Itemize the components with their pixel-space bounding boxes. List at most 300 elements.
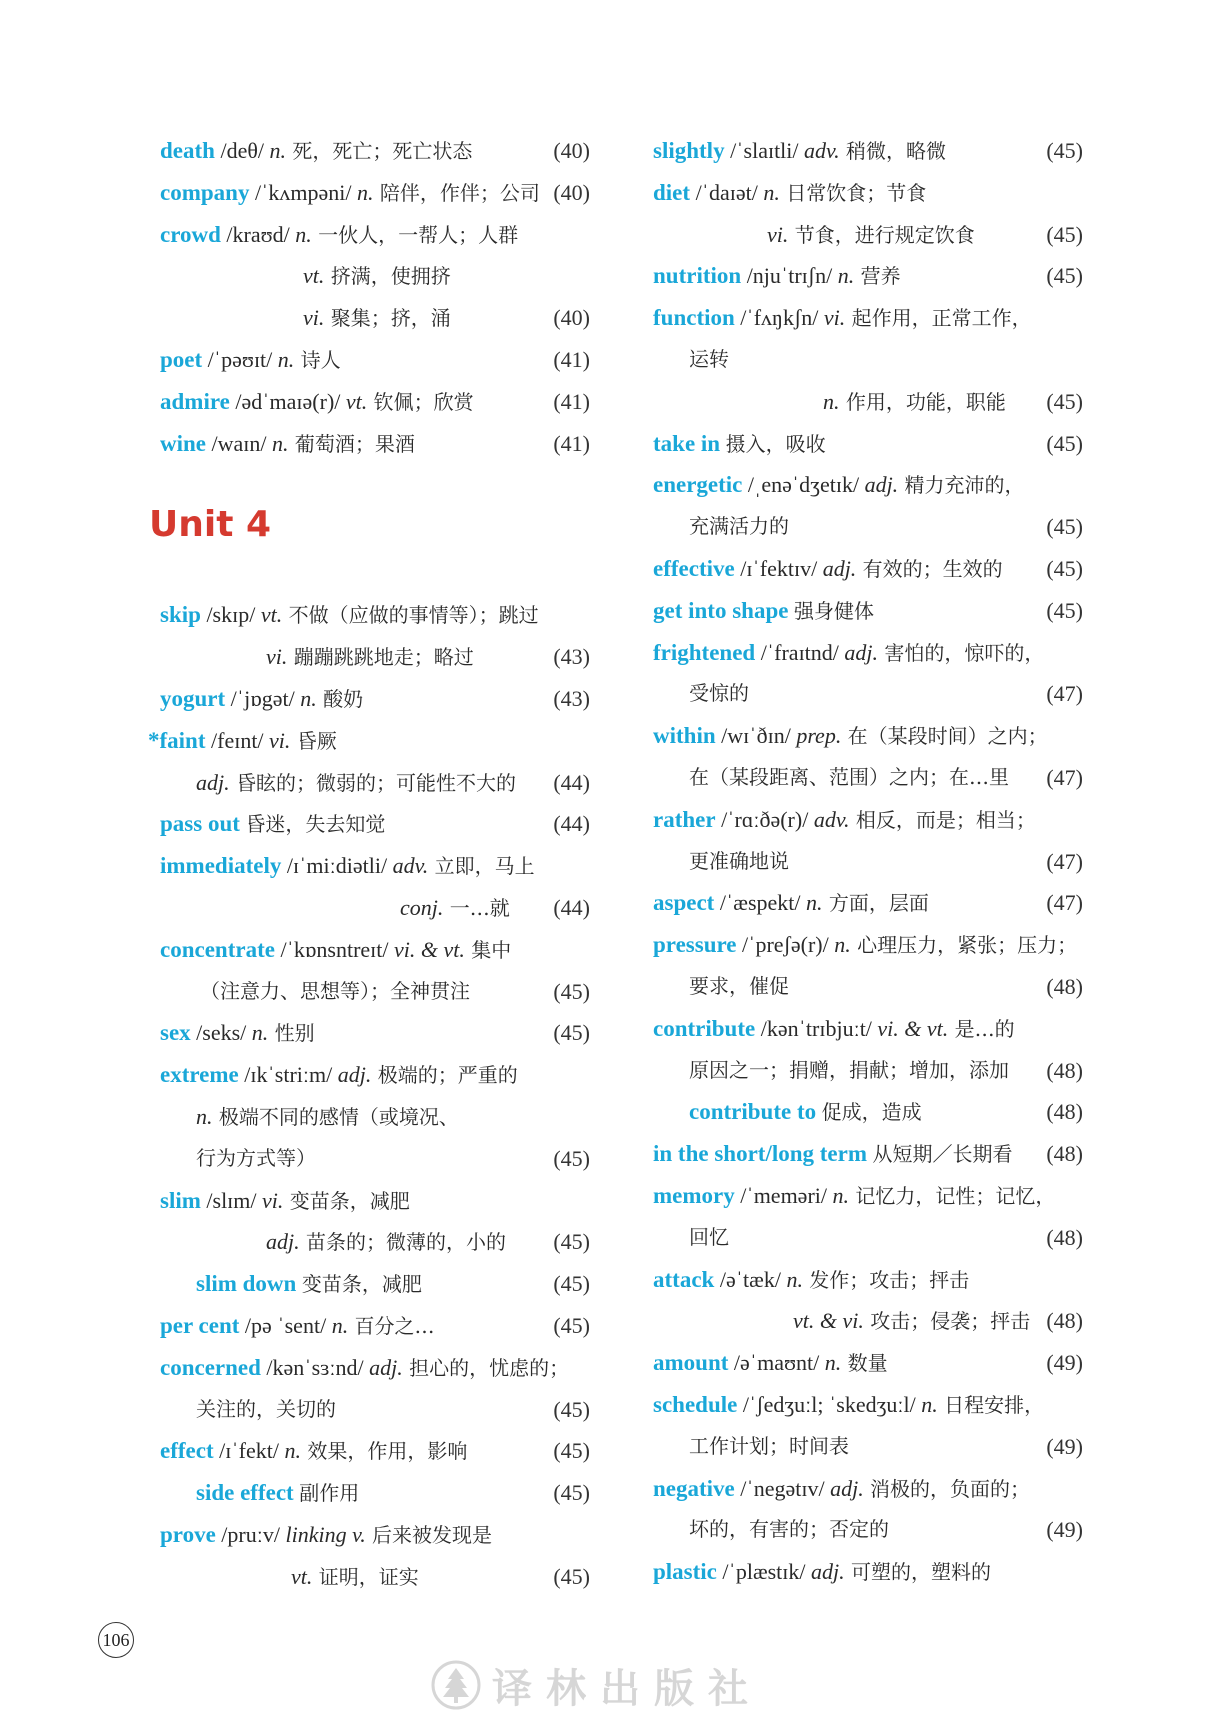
vocab-definition: 百分之… bbox=[348, 1313, 435, 1338]
vocab-line bbox=[653, 1008, 1083, 1050]
vocab-word: amount bbox=[653, 1350, 729, 1376]
vocab-definition: 昏眩的；微弱的；可能性不大的 bbox=[229, 770, 516, 795]
vocab-word: contribute to bbox=[689, 1099, 817, 1125]
vocab-phonetic: /ˈpreʃə(r)/ bbox=[736, 932, 835, 958]
vocab-definition: 变苗条，减肥 bbox=[301, 1272, 422, 1297]
vocab-text bbox=[160, 423, 415, 466]
vocab-line bbox=[160, 1263, 590, 1305]
vocab-text bbox=[160, 1305, 435, 1348]
vocab-text bbox=[266, 636, 474, 679]
vocab-page-ref: (45) bbox=[553, 1145, 590, 1171]
vocab-line bbox=[160, 297, 590, 339]
vocab-definition: 工作计划；时间表 bbox=[689, 1433, 849, 1458]
vocab-definition: 在（某段距离、范围）之内；在…里 bbox=[689, 764, 1009, 789]
vocab-pos: vi. bbox=[303, 305, 325, 331]
vocab-pos: adj. bbox=[196, 769, 230, 795]
vocab-text bbox=[653, 799, 1036, 842]
vocab-word: extreme bbox=[160, 1062, 239, 1088]
vocab-pos: n. bbox=[295, 221, 312, 247]
vocab-phonetic: /ɪˈmiːdiətli/ bbox=[281, 853, 393, 879]
publisher-name: 译林出版社 bbox=[492, 1664, 762, 1712]
vocab-text bbox=[653, 715, 1048, 758]
vocab-word: side effect bbox=[196, 1480, 294, 1506]
vocab-page-ref: (45) bbox=[553, 1438, 590, 1464]
vocab-phonetic: /ˈnegətɪv/ bbox=[734, 1475, 831, 1501]
vocab-pos: adj. bbox=[864, 472, 899, 498]
vocab-word: immediately bbox=[160, 853, 282, 879]
vocab-phonetic: /ˌenəˈdʒetɪk/ bbox=[742, 472, 865, 498]
vocab-line bbox=[653, 1342, 1083, 1384]
vocab-definition: 后来被发现是 bbox=[365, 1522, 493, 1547]
vocab-definition: 关注的，关切的 bbox=[196, 1396, 336, 1421]
vocab-definition: 记忆力，记性；记忆， bbox=[849, 1183, 1056, 1208]
vocab-pos: adv. bbox=[392, 853, 429, 879]
vocab-text bbox=[653, 882, 929, 925]
vocab-line bbox=[653, 882, 1083, 924]
vocab-page-ref: (41) bbox=[553, 430, 590, 456]
vocab-word: poet bbox=[160, 346, 203, 372]
vocab-definition: 强身健体 bbox=[793, 598, 874, 623]
vocab-page-ref: (45) bbox=[553, 1229, 590, 1255]
vocab-definition: 一…就 bbox=[443, 895, 510, 920]
vocab-definition: 可塑的，塑料的 bbox=[844, 1560, 991, 1585]
vocab-pos: n. bbox=[921, 1391, 938, 1417]
vocab-text bbox=[196, 1472, 359, 1515]
vocab-word: slim bbox=[160, 1187, 201, 1213]
vocab-text bbox=[689, 1426, 849, 1468]
vocab-page-ref: (49) bbox=[1046, 1517, 1083, 1543]
vocab-pos: n. bbox=[196, 1103, 213, 1129]
vocab-line bbox=[653, 1217, 1083, 1259]
vocab-text bbox=[689, 506, 789, 548]
vocab-text bbox=[653, 590, 874, 633]
vocab-pos: adj. bbox=[830, 1475, 864, 1501]
vocab-line bbox=[160, 887, 590, 929]
vocab-pos: adj. bbox=[844, 639, 879, 665]
vocab-pos: n. bbox=[251, 1020, 269, 1046]
vocab-phonetic: /deθ/ bbox=[214, 138, 270, 163]
vocab-page-ref: (41) bbox=[553, 388, 590, 414]
vocab-text bbox=[196, 1389, 336, 1431]
vocab-line bbox=[160, 423, 590, 465]
vocab-phonetic: /ˈpəʊɪt/ bbox=[202, 346, 278, 372]
vocab-phonetic: /kənˈtrɪbjuːt/ bbox=[755, 1015, 878, 1041]
vocab-text bbox=[291, 1556, 419, 1599]
vocab-definition: 挤满，使拥挤 bbox=[324, 264, 451, 289]
vocab-pos: vi. bbox=[823, 305, 846, 331]
vocab-text bbox=[303, 255, 451, 298]
vocab-text bbox=[689, 966, 789, 1008]
vocab-line bbox=[653, 381, 1083, 423]
vocab-phonetic: /ˈjɒgət/ bbox=[225, 685, 301, 711]
vocab-definition: 受惊的 bbox=[689, 681, 749, 706]
vocab-page-ref: (48) bbox=[1046, 973, 1083, 999]
vocab-word: crowd bbox=[160, 221, 221, 247]
vocab-phonetic: /əˈtæk/ bbox=[714, 1266, 787, 1292]
vocab-page-ref: (45) bbox=[1046, 555, 1083, 581]
vocab-definition: 方面，层面 bbox=[822, 891, 929, 916]
vocab-line bbox=[160, 1472, 590, 1514]
vocab-definition: 从短期／长期看 bbox=[872, 1142, 1013, 1167]
vocab-text bbox=[160, 1430, 467, 1473]
vocab-page-ref: (48) bbox=[1046, 1099, 1083, 1125]
vocab-line bbox=[160, 678, 590, 720]
vocab-line bbox=[653, 506, 1083, 548]
vocab-word: prove bbox=[160, 1521, 216, 1547]
vocab-text bbox=[160, 594, 539, 637]
vocab-pos: vt. bbox=[291, 1563, 313, 1589]
vocab-definition: 要求，催促 bbox=[689, 973, 789, 998]
vocab-page-ref: (45) bbox=[553, 1396, 590, 1422]
vocab-text bbox=[160, 803, 385, 846]
vocab-pos: n. bbox=[806, 890, 823, 916]
vocab-line bbox=[160, 762, 590, 804]
vocab-text bbox=[160, 339, 341, 382]
vocab-text bbox=[653, 1133, 1013, 1176]
vocab-word: slightly bbox=[653, 138, 725, 163]
vocab-line bbox=[653, 673, 1083, 715]
vocab-word: aspect bbox=[653, 890, 715, 916]
vocab-page-ref: (45) bbox=[1046, 138, 1083, 163]
vocab-pos: n. bbox=[331, 1312, 349, 1338]
vocab-word: frightened bbox=[653, 639, 756, 665]
vocab-phonetic: /kənˈsɜːnd/ bbox=[260, 1354, 370, 1380]
vocab-line bbox=[160, 1514, 590, 1556]
vocab-definition: 作用，功能，职能 bbox=[839, 389, 1006, 414]
vocab-phonetic: /əˈmaʊnt/ bbox=[728, 1350, 825, 1376]
vocab-text bbox=[196, 1138, 316, 1180]
vocab-page-ref: (45) bbox=[1046, 514, 1083, 540]
vocab-definition: 日常饮食；节食 bbox=[779, 180, 927, 205]
vocab-definition: 立即，马上 bbox=[428, 854, 535, 879]
vocab-definition: 昏厥 bbox=[290, 728, 337, 753]
vocab-line bbox=[653, 130, 1083, 172]
unit-heading: Unit 4 bbox=[149, 504, 271, 546]
vocab-text bbox=[653, 255, 901, 298]
vocab-definition: 消极的，负面的； bbox=[863, 1476, 1031, 1501]
vocab-definition: 昏迷，失去知觉 bbox=[245, 812, 386, 837]
vocab-text bbox=[653, 632, 1044, 675]
vocab-word: sex bbox=[160, 1020, 191, 1046]
vocab-text bbox=[689, 1217, 729, 1259]
vocab-line bbox=[653, 297, 1083, 339]
vocab-line bbox=[653, 1509, 1083, 1551]
vocab-line bbox=[653, 757, 1083, 799]
vocab-line bbox=[653, 1175, 1083, 1217]
vocab-line bbox=[653, 214, 1083, 256]
vocab-word: diet bbox=[653, 179, 691, 205]
vocab-line bbox=[160, 1180, 590, 1222]
vocab-phonetic: /ɪˈfektɪv/ bbox=[734, 555, 823, 581]
vocab-text bbox=[160, 130, 472, 173]
vocab-page-ref: (48) bbox=[1046, 1057, 1083, 1083]
vocab-page-ref: (45) bbox=[553, 1563, 590, 1589]
vocab-word: memory bbox=[653, 1182, 735, 1208]
vocab-definition: 集中 bbox=[464, 937, 512, 962]
vocab-phonetic: /slɪm/ bbox=[200, 1187, 263, 1213]
vocab-text bbox=[160, 1347, 569, 1390]
vocab-definition: 日程安排， bbox=[937, 1392, 1045, 1417]
vocab-page-ref: (40) bbox=[553, 138, 590, 163]
vocab-text bbox=[653, 548, 1003, 591]
vocab-line bbox=[160, 1054, 590, 1096]
vocab-line bbox=[160, 636, 590, 678]
vocab-definition: （注意力、思想等）；全神贯注 bbox=[200, 978, 470, 1003]
vocab-word: plastic bbox=[653, 1559, 717, 1585]
vocab-line bbox=[653, 924, 1083, 966]
vocab-word: get into shape bbox=[653, 597, 789, 623]
vocab-line bbox=[653, 423, 1083, 465]
vocab-pos: n. bbox=[277, 346, 295, 372]
vocab-word: contribute bbox=[653, 1015, 756, 1041]
vocab-pos: n. bbox=[832, 1182, 849, 1208]
vocab-pos: n. bbox=[300, 685, 317, 711]
vocab-line bbox=[653, 632, 1083, 674]
vocab-line bbox=[160, 971, 590, 1013]
vocab-pos: n. bbox=[837, 263, 855, 289]
vocab-page-ref: (47) bbox=[1046, 848, 1083, 874]
vocab-definition: 葡萄酒；果酒 bbox=[288, 431, 415, 456]
vocab-page-ref: (48) bbox=[1046, 1141, 1083, 1167]
vocab-definition: 副作用 bbox=[299, 1481, 360, 1506]
vocab-text bbox=[196, 1096, 459, 1139]
vocab-pos: vt. bbox=[260, 602, 283, 628]
vocab-page-ref: (43) bbox=[553, 644, 590, 670]
vocab-text bbox=[653, 297, 1032, 340]
vocab-text bbox=[148, 720, 337, 763]
vocab-definition: 有效的；生效的 bbox=[856, 556, 1003, 581]
vocab-definition: 摄入，吸收 bbox=[725, 431, 826, 456]
vocab-word: effective bbox=[653, 555, 735, 581]
vocab-definition: 发作；攻击；抨击 bbox=[802, 1267, 970, 1292]
page-number: 106 bbox=[98, 1622, 134, 1658]
vocab-pos: n. bbox=[357, 179, 374, 205]
vocab-text bbox=[689, 757, 1009, 799]
vocab-definition: 极端的；严重的 bbox=[371, 1063, 518, 1088]
vocab-definition: 聚集；挤，涌 bbox=[324, 306, 451, 331]
vocab-definition: 酸奶 bbox=[316, 686, 364, 711]
vocab-line bbox=[653, 1300, 1083, 1342]
vocab-text bbox=[689, 1509, 889, 1551]
vocab-text bbox=[160, 929, 511, 972]
vocab-pos: adv. bbox=[804, 138, 840, 163]
vocab-phonetic: /kraʊd/ bbox=[220, 221, 296, 247]
vocab-text bbox=[653, 1008, 1015, 1051]
vocab-line bbox=[160, 255, 590, 297]
vocab-line bbox=[653, 464, 1083, 506]
vocab-word: pass out bbox=[160, 811, 240, 837]
vocab-phonetic: /seks/ bbox=[190, 1020, 252, 1046]
vocab-text bbox=[653, 1551, 991, 1594]
vocab-page-ref: (41) bbox=[553, 346, 590, 372]
vocab-pos: vi. bbox=[262, 1187, 284, 1213]
vocab-word: slim down bbox=[196, 1271, 297, 1297]
vocab-phonetic: /ˈkʌmpəni/ bbox=[249, 179, 357, 205]
vocab-pos: vt. bbox=[345, 388, 368, 414]
vocab-page-ref: (45) bbox=[1046, 221, 1083, 247]
vocab-text bbox=[689, 841, 789, 883]
vocab-page-ref: (49) bbox=[1046, 1433, 1083, 1459]
left-column bbox=[148, 130, 590, 1598]
vocab-line bbox=[160, 1430, 590, 1472]
vocab-line bbox=[160, 130, 590, 172]
vocab-pos: n. bbox=[786, 1266, 803, 1292]
vocab-text bbox=[160, 1012, 315, 1055]
vocab-definition: 害怕的，惊吓的， bbox=[878, 640, 1045, 665]
vocab-definition: 攻击；侵袭；抨击 bbox=[863, 1309, 1031, 1334]
vocab-definition: 充满活力的 bbox=[689, 514, 789, 539]
vocab-phonetic: /waɪn/ bbox=[206, 430, 272, 456]
vocab-page-ref: (45) bbox=[553, 1020, 590, 1046]
unit-heading-block bbox=[149, 464, 590, 594]
vocab-line bbox=[160, 1138, 590, 1180]
vocab-definition: 效果，作用，影响 bbox=[300, 1439, 468, 1464]
vocab-phonetic: /ˈʃedʒuːl; ˈskedʒuːl/ bbox=[737, 1391, 922, 1417]
vocab-pos: prep. bbox=[796, 723, 842, 749]
vocab-line bbox=[160, 845, 590, 887]
vocab-text bbox=[160, 678, 363, 721]
vocab-line bbox=[653, 1259, 1083, 1301]
vocab-pos: adv. bbox=[813, 806, 850, 832]
vocab-text bbox=[160, 1180, 410, 1223]
vocab-page-ref: (48) bbox=[1046, 1308, 1083, 1334]
vocab-line bbox=[653, 1551, 1083, 1593]
vocab-pos: adj. bbox=[266, 1229, 300, 1255]
vocab-line bbox=[653, 841, 1083, 883]
vocab-phonetic: /ˈfraɪtnd/ bbox=[755, 639, 845, 665]
vocab-definition: 心理压力，紧张；压力； bbox=[850, 933, 1078, 958]
vocab-pos: adj. bbox=[369, 1354, 403, 1380]
vocab-word: per cent bbox=[160, 1312, 240, 1338]
vocab-pos: vi. bbox=[266, 644, 288, 670]
vocab-page-ref: (40) bbox=[553, 179, 590, 205]
vocab-line bbox=[160, 1096, 590, 1138]
vocab-definition: 原因之一；捐赠，捐献；增加，添加 bbox=[689, 1057, 1009, 1082]
vocab-line bbox=[653, 548, 1083, 590]
vocab-definition: 蹦蹦跳跳地走；略过 bbox=[287, 645, 474, 670]
vocab-pos: n. bbox=[834, 932, 851, 958]
vocab-word: rather bbox=[653, 806, 716, 832]
vocab-text bbox=[303, 297, 451, 340]
vocab-page-ref: (45) bbox=[553, 1271, 590, 1297]
vocab-page-ref: (47) bbox=[1046, 764, 1083, 790]
vocab-definition: 运转 bbox=[689, 346, 729, 371]
vocab-pos: n. bbox=[284, 1438, 301, 1464]
vocab-text bbox=[653, 1175, 1055, 1218]
vocab-page-ref: (43) bbox=[553, 685, 590, 711]
vocab-line bbox=[160, 594, 590, 636]
vocab-page-ref: (45) bbox=[553, 1312, 590, 1338]
vocab-text bbox=[653, 924, 1077, 967]
vocab-word: within bbox=[653, 723, 716, 749]
vocab-word: take in bbox=[653, 430, 721, 456]
vocab-text bbox=[653, 1342, 888, 1385]
vocab-word: energetic bbox=[653, 472, 743, 498]
vocab-definition: 相反，而是；相当； bbox=[849, 807, 1036, 832]
vocab-page-ref: (44) bbox=[553, 811, 590, 837]
vocab-definition: 证明，证实 bbox=[312, 1564, 419, 1589]
vocab-text bbox=[160, 381, 474, 424]
vocab-line bbox=[653, 172, 1083, 214]
vocab-text bbox=[160, 845, 535, 888]
vocab-pos: vi. bbox=[269, 727, 291, 753]
vocab-definition: 钦佩；欣赏 bbox=[367, 389, 474, 414]
vocab-text bbox=[689, 673, 749, 715]
vocab-word: pressure bbox=[653, 932, 737, 958]
vocab-phonetic: /ˈrɑːðə(r)/ bbox=[715, 806, 814, 832]
vocab-text bbox=[196, 762, 516, 805]
vocab-line bbox=[653, 715, 1083, 757]
vocab-page-ref: (48) bbox=[1046, 1224, 1083, 1250]
vocab-word: *faint bbox=[148, 727, 206, 753]
vocab-phonetic: /skɪp/ bbox=[200, 602, 261, 628]
vocab-definition: 促成，造成 bbox=[821, 1100, 922, 1125]
vocab-word: wine bbox=[160, 430, 206, 456]
vocab-line bbox=[160, 214, 590, 256]
vocab-definition: 陪伴，作伴；公司 bbox=[373, 180, 540, 205]
vocab-line bbox=[160, 1221, 590, 1263]
vocab-page-ref: (45) bbox=[1046, 597, 1083, 623]
vocab-line bbox=[160, 1556, 590, 1598]
vocab-pos: n. bbox=[824, 1350, 842, 1376]
vocab-pos: vi. & vt. bbox=[394, 936, 465, 962]
vocab-definition: 精力充沛的， bbox=[898, 473, 1025, 498]
vocab-definition: 更准确地说 bbox=[689, 848, 789, 873]
vocab-definition: 稍微，略微 bbox=[839, 139, 947, 163]
vocab-pos: vt. & vi. bbox=[793, 1308, 864, 1334]
vocab-line bbox=[653, 799, 1083, 841]
vocab-text bbox=[160, 1054, 518, 1097]
vocab-text bbox=[653, 1259, 969, 1302]
vocab-word: concentrate bbox=[160, 936, 275, 962]
vocab-definition: 节食，进行规定饮食 bbox=[788, 222, 975, 247]
vocab-definition: 一伙人，一帮人；人群 bbox=[311, 222, 519, 247]
vocab-text bbox=[689, 339, 729, 381]
vocab-definition: 数量 bbox=[841, 1351, 888, 1376]
vocab-pos: n. bbox=[763, 179, 780, 205]
vocab-text bbox=[689, 1091, 922, 1134]
vocab-phonetic: /feɪnt/ bbox=[205, 727, 270, 753]
vocab-line bbox=[160, 339, 590, 381]
vocab-line bbox=[160, 1305, 590, 1347]
vocab-page-ref: (45) bbox=[553, 978, 590, 1004]
vocab-pos: n. bbox=[272, 430, 289, 456]
vocab-pos: n. bbox=[269, 138, 286, 163]
vocab-definition: 在（某段时间）之内； bbox=[841, 724, 1048, 749]
vocab-word: negative bbox=[653, 1475, 735, 1501]
vocab-text bbox=[196, 1263, 422, 1306]
vocab-phonetic: /ˈplæstɪk/ bbox=[716, 1559, 812, 1585]
vocab-definition: 性别 bbox=[268, 1021, 315, 1046]
vocab-word: company bbox=[160, 179, 250, 205]
vocab-definition: 苗条的；微薄的，小的 bbox=[299, 1230, 506, 1255]
vocab-pos: vi. bbox=[767, 221, 789, 247]
vocab-text bbox=[653, 464, 1025, 507]
vocab-word: attack bbox=[653, 1266, 715, 1292]
vocab-text bbox=[823, 381, 1006, 424]
vocab-line bbox=[653, 1384, 1083, 1426]
vocab-line bbox=[653, 255, 1083, 297]
vocab-line bbox=[160, 381, 590, 423]
vocab-text bbox=[653, 172, 926, 215]
vocab-phonetic: /ˈæspekt/ bbox=[714, 890, 806, 916]
vocab-page-ref: (45) bbox=[553, 1480, 590, 1506]
publisher-watermark bbox=[430, 1655, 762, 1715]
vocab-pos: conj. bbox=[400, 894, 444, 920]
vocab-phonetic: /ɪˈfekt/ bbox=[213, 1438, 285, 1464]
vocab-line bbox=[160, 803, 590, 845]
vocab-line bbox=[653, 339, 1083, 381]
